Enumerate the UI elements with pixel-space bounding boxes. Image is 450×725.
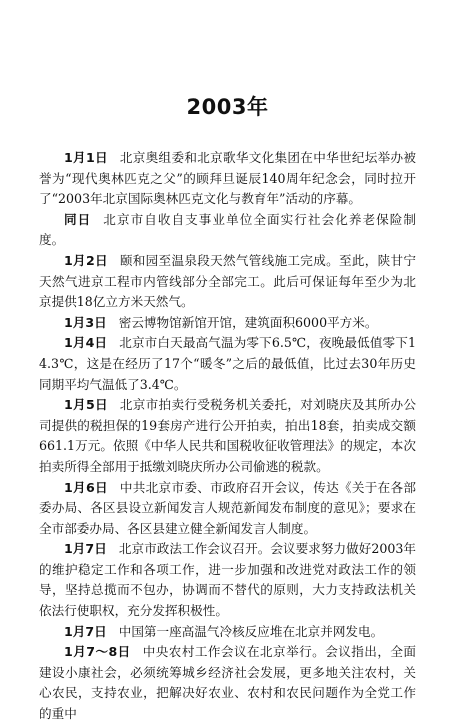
entry-date: 1月2日 [64, 252, 108, 268]
entry-date: 1月6日 [64, 479, 108, 495]
entry-text: 中国第一座高温气冷核反应堆在北京并网发电。 [118, 623, 384, 639]
entry-text: 密云博物馆新馆开馆，建筑面积6000平方米。 [118, 314, 378, 330]
chronicle-entry [39, 210, 416, 251]
chronicle-entry [39, 148, 416, 210]
entry-text: 中共北京市委、市政府召开会议，传达《关于在各部委办局、各区县设立新闻发言人规范新闻发布制度的意见》；要求在全市部委办局、各区县建立健全新闻发言人制度。 [39, 479, 416, 536]
entry-text: 北京奥组委和北京歌华文化集团在中华世纪坛举办被誉为“现代奥林匹克之父”的顾拜旦诞辰140周年纪念会，同时拉开了“2003年北京国际奥林匹克文化与教育年”活动的序幕。 [39, 150, 416, 207]
chronicle-entry [39, 642, 416, 724]
entry-date: 1月7日 [64, 623, 107, 639]
entry-date: 1月3日 [64, 314, 107, 330]
entry-date: 同日 [64, 211, 92, 227]
chronicle-entry [39, 622, 416, 643]
entry-text: 中央农村工作会议在北京举行。会议指出，全面建设小康社会，必须统筹城乡经济社会发展，更多地关注农村，关心农民，支持农业，把解决好农业、农村和农民问题作为全党工作的重中 [39, 644, 416, 722]
chronicle-entry [39, 478, 416, 540]
chronicle-entry [39, 395, 416, 477]
entry-date: 1月7～8日 [64, 644, 131, 660]
entry-text: 颐和园至温泉段天然气管线施工完成。至此，陕甘宁天然气进京工程市内管线部分全部完工。此后可保证每年至少为北京提供18亿立方米天然气。 [39, 252, 416, 310]
chronicle-entry [39, 251, 416, 313]
chronicle-entry [39, 313, 416, 334]
chronicle-entry [39, 333, 416, 395]
chronicle-entry [39, 539, 416, 621]
entry-date: 1月4日 [64, 335, 108, 351]
entry-text: 北京市白天最高气温为零下6.5℃，夜晚最低值零下14.3℃，这是在经历了17个“暖冬”之后的最低值，比过去30年历史同期平均气温低了3.4℃。 [39, 335, 416, 392]
chronicle-entries [39, 148, 416, 725]
entry-text: 北京市拍卖行受税务机关委托，对刘晓庆及其所办公司提供的税担保的19套房产进行公开拍卖，拍出18套，拍卖成交额661.1万元。依照《中华人民共和国税收征收管理法》的规定，本次拍卖所得全部用于抵缴刘晓庆所办公司偷逃的税款。 [39, 397, 416, 474]
entry-text: 北京市自收自支事业单位全面实行社会化养老保险制度。 [39, 211, 417, 248]
entry-date: 1月7日 [64, 541, 107, 557]
page-title: 2003年 [186, 95, 269, 119]
entry-date: 1月5日 [64, 397, 108, 413]
entry-text: 北京市政法工作会议召开。会议要求努力做好2003年的维护稳定工作和各项工作，进一步加强和改进党对政法工作的领导，坚持总揽而不包办，协调而不替代的原则，大力支持政法机关依法行使职权，充分发挥积极性。 [39, 541, 416, 619]
entry-date: 1月1日 [64, 150, 108, 165]
